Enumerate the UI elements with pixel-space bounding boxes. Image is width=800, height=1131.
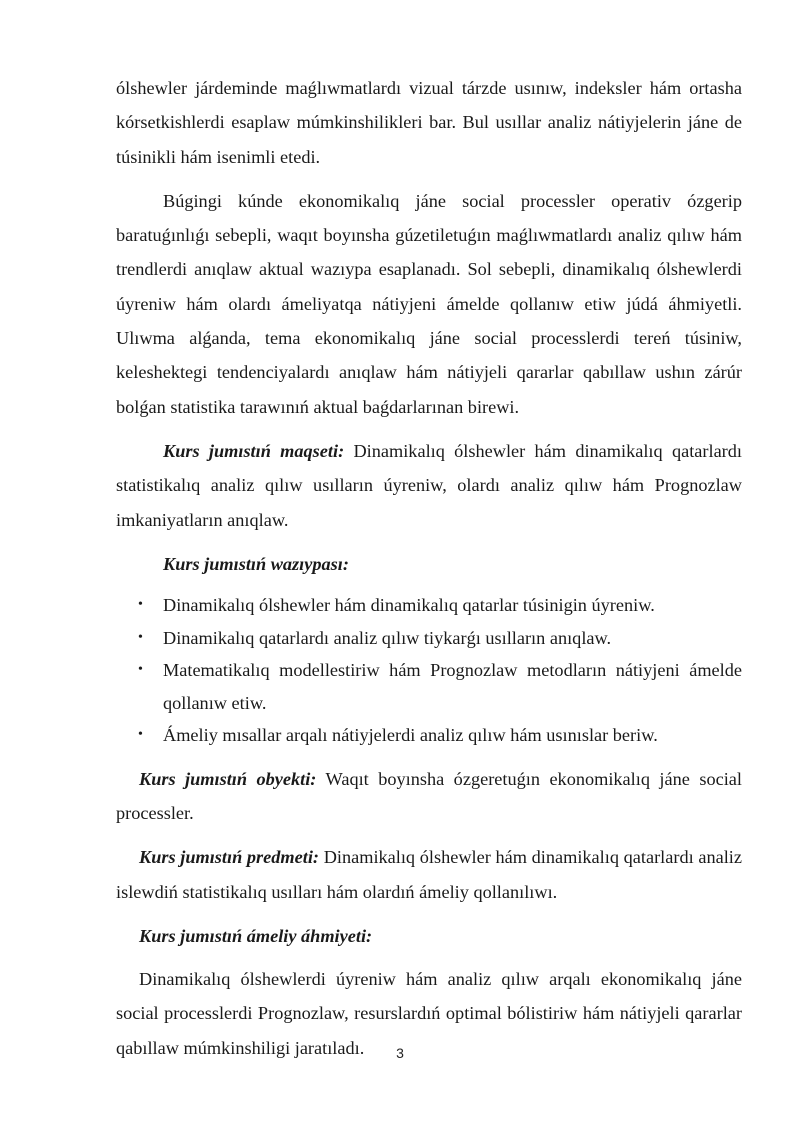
paragraph-practical-importance: Dinamikalıq ólshewlerdi úyreniw hám analiz qılıw arqalı ekonomikalıq jáne social processlerdi Prognozlaw, resurslardıń optimal bólistiriw hám nátiyjeli qararlar qabıllaw múmkinshiligi jaratıladı.	[116, 969, 742, 1058]
object-label: Kurs jumıstıń obyekti:	[139, 768, 317, 789]
bullet-icon: •	[138, 629, 143, 645]
bullet-icon: •	[138, 662, 143, 678]
list-item	[116, 719, 742, 752]
page-number: 3	[396, 1045, 404, 1061]
object-text: Waqıt boyınsha ózgeretuǵın ekonomikalıq jáne social processler.	[116, 768, 742, 823]
list-item-text: Matematikalıq modellestiriw hám Prognozlaw metodların nátiyjeni ámelde qollanıw etiw.	[163, 660, 742, 713]
heading-tasks	[116, 547, 742, 581]
list-item-text: Dinamikalıq ólshewler hám dinamikalıq qatarlar túsinigin úyreniw.	[163, 595, 655, 616]
heading-practical-importance	[116, 919, 742, 953]
practical-importance-label: Kurs jumıstıń ámeliy áhmiyeti:	[139, 925, 373, 946]
list-item	[116, 654, 742, 719]
list-item	[116, 622, 742, 655]
paragraph-goal	[116, 434, 742, 537]
list-item-text: Ámeliy mısallar arqalı nátiyjelerdi analiz qılıw hám usınıslar beriw.	[163, 725, 658, 746]
goal-label: Kurs jumıstıń maqseti:	[163, 440, 345, 461]
paragraph-subject	[116, 840, 742, 909]
paragraph-relevance: Búgingi kúnde ekonomikalıq jáne social processler operativ ózgerip baratuǵınlıǵı sebepli, waqıt boyınsha gúzetiletuǵın maǵlıwmatlardı analiz qılıw hám trendlerdi anıqlaw aktual wazıypa esaplanadı. Sol sebepli, dinamikalıq ólshewlerdi úyreniw hám olardı ámeliyatqa nátiyjeni ámelde qollanıw etiw júdá áhmiyetli. Ulıwma alǵanda, tema ekonomikalıq jáne social processlerdi tereń túsiniw, keleshektegi tendenciyalardı anıqlaw hám nátiyjeli qararlar qabıllaw ushın zárúr bolǵan statistika tarawınıń aktual baǵdarlarınan birewi.	[116, 190, 742, 417]
tasks-label: Kurs jumıstıń wazıypası:	[163, 553, 349, 574]
subject-text: Dinamikalıq ólshewler hám dinamikalıq qatarlardı analiz islewdiń statistikalıq usılları hám olardıń ámeliy qollanılıwı.	[116, 847, 742, 902]
goal-text: Dinamikalıq ólshewler hám dinamikalıq qatarlardı statistikalıq analiz qılıw usılların úyreniw, olardı analiz qılıw hám Prognozlaw imkaniyatların anıqlaw.	[116, 440, 742, 530]
bullet-icon: •	[138, 597, 143, 613]
document-body	[116, 71, 742, 1065]
paragraph-intro-continued: ólshewler járdeminde maǵlıwmatlardı vizual tárzde usınıw, indeksler hám ortasha kórsetkishlerdi esaplaw múmkinshilikleri bar. Bul usıllar analiz nátiyjelerin jáne de túsinikli hám isenimli etedi.	[116, 78, 742, 167]
paragraph-object	[116, 762, 742, 831]
list-item-text: Dinamikalıq qatarlardı analiz qılıw tiykarǵı usılların anıqlaw.	[163, 627, 612, 648]
tasks-list	[116, 589, 742, 752]
bullet-icon: •	[138, 727, 143, 743]
subject-label: Kurs jumıstıń predmeti:	[139, 847, 320, 868]
list-item	[116, 589, 742, 622]
